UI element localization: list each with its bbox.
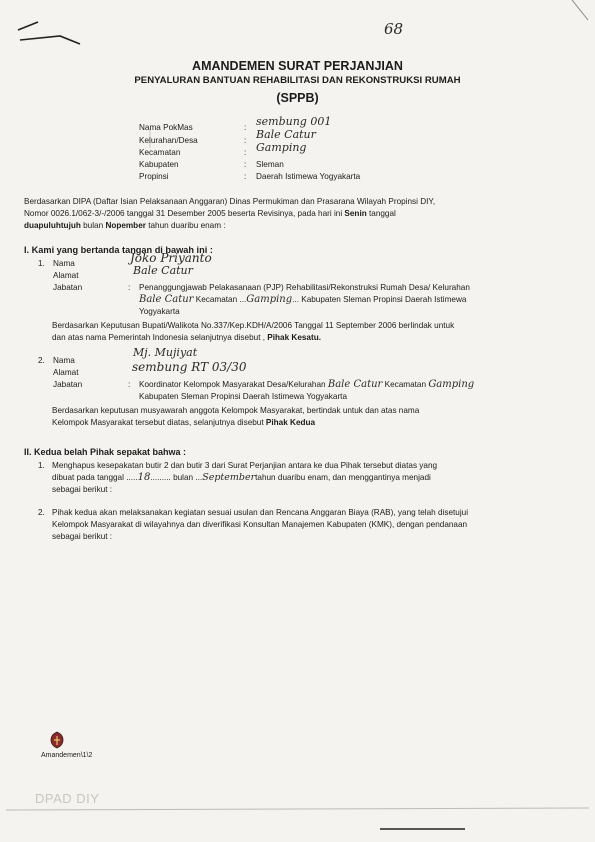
party-2-nama-value: Mj. Mujiyat — [133, 346, 198, 359]
party-2-jabatan-line-1 — [139, 379, 474, 390]
party-1-alamat-label: Alamat — [53, 271, 79, 280]
party-2-kecamatan-value: Gamping — [428, 379, 475, 390]
info-label-propinsi: Propinsi — [139, 172, 169, 181]
intro-month: Nopember — [105, 221, 146, 230]
item-1-date-value: 18 — [137, 472, 151, 483]
item-1-line-2 — [52, 472, 431, 483]
info-colon: : — [244, 148, 247, 157]
party-1-keterangan-line-1: Berdasarkan Keputusan Bupati/Walikota No.337/Kep.KDH/A/2006 Tanggal 11 September 2006 berlindak untuk — [52, 321, 455, 330]
party-2-jabatan-label: Jabatan — [53, 380, 83, 389]
info-colon: : — [244, 160, 247, 169]
party-2-jabatan-text: Koordinator Kelompok Masyarakat Desa/Kelurahan — [139, 380, 328, 389]
info-value-desa: Bale Catur — [256, 128, 316, 141]
page-reference: Amandemen\1\2 — [41, 752, 93, 759]
party-1-role: Pihak Kesatu. — [267, 333, 321, 342]
party-2-desa-value: Bale Catur — [327, 379, 383, 390]
info-label-desa: Kelurahan/Desa — [139, 136, 198, 145]
handwritten-page-number: 68 — [384, 20, 404, 38]
info-value-kecamatan: Gamping — [256, 141, 307, 154]
item-2-line-3: sebagai berikut : — [52, 532, 113, 541]
title-line-2: PENYALURAN BANTUAN REHABILITASI DAN REKONSTRUKSI RUMAH — [134, 75, 461, 86]
party-2-role: Pihak Kedua — [265, 418, 316, 427]
item-1-text: tahun duaribu enam, dan menggantinya menjadi — [255, 473, 431, 482]
section-2-heading: II. Kedua belah Pihak sepakat bahwa : — [24, 447, 187, 457]
party-2-jabatan-colon: : — [128, 380, 131, 389]
party-1-keterangan-text: dan atas nama Pemerintah Indonesia selanjutnya disebut , — [52, 333, 268, 342]
party-2-jabatan-text: Kecamatan — [382, 380, 429, 389]
party-2-alamat-label: Alamat — [53, 368, 79, 377]
info-value-kabupaten: Sleman — [256, 160, 284, 169]
info-value-pokmas: sembung 001 — [256, 115, 332, 128]
party-1-jabatan-text: ... Kabupaten Sleman Propinsi Daerah Istimewa — [292, 295, 467, 304]
item-1-text: ......... bulan ... — [150, 473, 203, 482]
party-1-jabatan-line-2 — [139, 294, 466, 305]
intro-text: bulan — [80, 221, 106, 230]
info-colon: : — [244, 136, 247, 145]
item-1-month-value: September — [202, 472, 256, 483]
party-1-nama-label: Nama — [53, 259, 75, 268]
intro-line-1: Berdasarkan DIPA (Daftar Isian Pelaksanaan Anggaran) Dinas Permukiman dan Prasarana Wilayah Propinsi DIY, — [24, 197, 436, 206]
party-2-jabatan-line-2: Kabupaten Sleman Propinsi Daerah Istimewa Yogyakarta — [139, 392, 347, 401]
party-1-number: 1. — [38, 259, 45, 268]
party-2-number: 2. — [38, 356, 45, 365]
item-1-line-3: sebagai berikut : — [52, 485, 113, 494]
party-1-jabatan-line-1: Penanggungjawab Pelakasanaan (PJP) Rehabilitasi/Rekonstruksi Rumah Desa/ Kelurahan — [139, 283, 470, 292]
info-colon: : — [244, 172, 247, 181]
party-2-keterangan-line-1: Berdasarkan keputusan musyawarah anggota Kelompok Masyarakat, bertindak untuk dan atas nama — [52, 406, 420, 415]
item-1-number: 1. — [38, 461, 45, 470]
intro-text: tahun duaribu enam : — [145, 221, 226, 230]
intro-text: tanggal — [366, 209, 396, 218]
party-2-alamat-value: sembung RT 03/30 — [132, 360, 247, 374]
party-1-desa-value: Bale Catur — [139, 294, 194, 305]
item-2-line-2: Kelompok Masyarakat di wilayahnya dan diverifikasi Konsultan Manajemen Kabupaten (KMK), dengan pendanaan — [52, 520, 468, 529]
party-1-keterangan-line-2 — [52, 332, 321, 343]
item-1-text: dibuat pada tanggal ..... — [52, 473, 138, 482]
party-1-nama-value: Joko Priyanto — [130, 251, 212, 265]
item-1-line-1: Menghapus kesepakatan butir 2 dan butir 3 dari Surat Perjanjian antara ke dua Pihak tersebut diatas yang — [52, 461, 438, 470]
party-2-keterangan-line-2 — [52, 417, 315, 428]
title-line-1: AMANDEMEN SURAT PERJANJIAN — [192, 59, 403, 73]
party-1-jabatan-line-3: Yogyakarta — [139, 307, 180, 316]
party-1-jabatan-colon: : — [128, 283, 131, 292]
party-1-kecamatan-value: Gamping — [246, 294, 293, 305]
section-1-heading: I. Kami yang bertanda tangan di bawah ini : — [24, 245, 213, 255]
title-line-3: (SPPB) — [276, 91, 319, 105]
intro-line-2 — [24, 208, 396, 219]
info-label-pokmas: Nama PokMas — [139, 123, 193, 132]
intro-day: Senin — [344, 209, 367, 218]
info-label-kecamatan: Kecamatan — [139, 148, 181, 157]
intro-date: duapuluhtujuh — [24, 221, 81, 230]
watermark: DPAD DIY — [35, 791, 100, 806]
intro-line-3 — [24, 220, 226, 231]
party-1-jabatan-text: Kecamatan ... — [193, 295, 247, 304]
item-2-number: 2. — [38, 508, 45, 517]
info-value-propinsi: Daerah Istimewa Yogyakarta — [256, 172, 361, 181]
party-1-alamat-value: Bale Catur — [133, 264, 193, 277]
party-2-keterangan-text: Kelompok Masyarakat tersebut diatas, selanjutnya disebut — [52, 418, 266, 427]
party-1-jabatan-label: Jabatan — [53, 283, 83, 292]
info-colon: : — [244, 123, 247, 132]
party-2-nama-label: Nama — [53, 356, 75, 365]
item-2-line-1: Pihak kedua akan melaksanakan kegiatan sesuai usulan dan Rencana Anggaran Biaya (RAB), yang telah disetujui — [52, 508, 469, 517]
intro-text: Nomor 0026.1/062-3/-/2006 tanggal 31 Desember 2005 beserta Revisinya, pada hari ini — [24, 209, 345, 218]
coat-of-arms-icon — [49, 731, 65, 749]
info-label-kabupaten: Kabupaten — [139, 160, 179, 169]
